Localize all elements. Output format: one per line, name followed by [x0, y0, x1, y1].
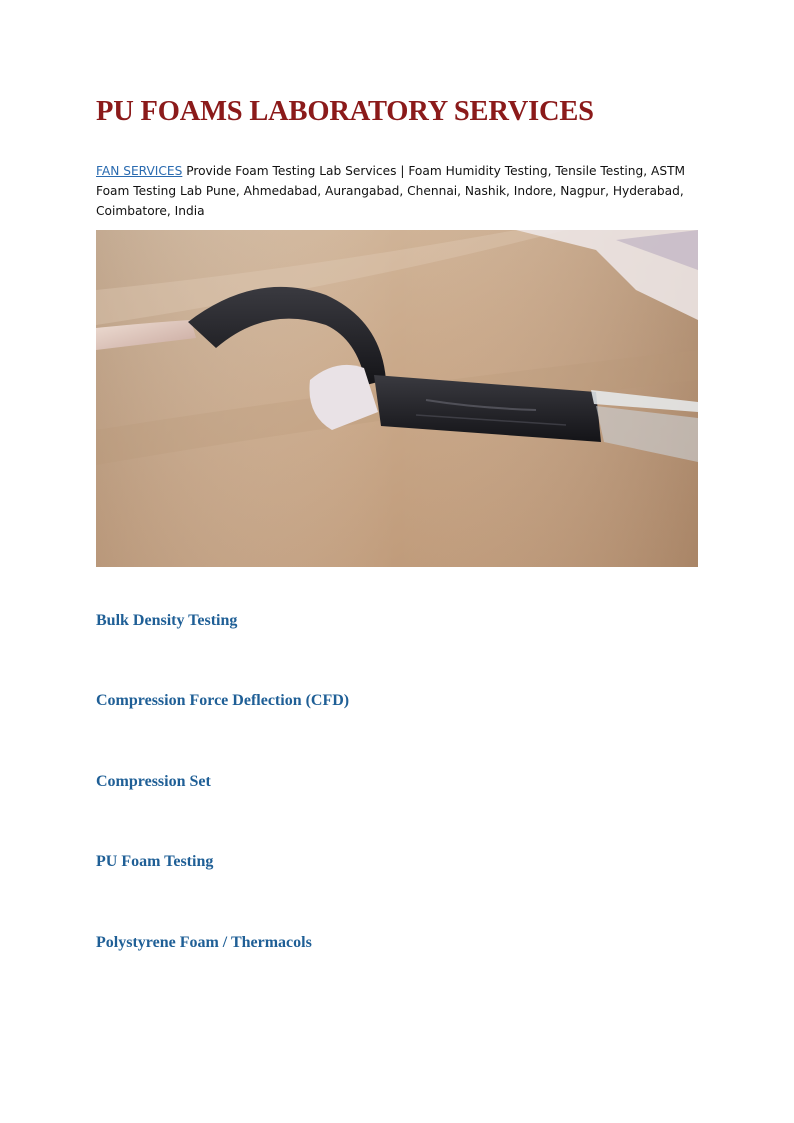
- section-heading-compression-set: Compression Set: [96, 773, 211, 790]
- section-heading-bulk-density: Bulk Density Testing: [96, 612, 238, 629]
- fan-services-link[interactable]: FAN SERVICES: [96, 164, 183, 178]
- intro-text: Provide Foam Testing Lab Services | Foam Humidity Testing, Tensile Testing, ASTM Foam Testing Lab Pune, Ahmedabad, Aurangabad, Chennai, Nashik, Indore, Nagpur, Hyderabad, Coimbatore, India: [96, 164, 686, 218]
- intro-paragraph: [96, 161, 686, 221]
- section-heading-pu-foam-testing: PU Foam Testing: [96, 853, 214, 870]
- page-title: PU FOAMS LABORATORY SERVICES: [96, 96, 594, 127]
- section-heading-cfd: Compression Force Deflection (CFD): [96, 692, 350, 709]
- foam-sample-photo: [96, 230, 698, 567]
- section-heading-polystyrene: Polystyrene Foam / Thermacols: [96, 934, 312, 951]
